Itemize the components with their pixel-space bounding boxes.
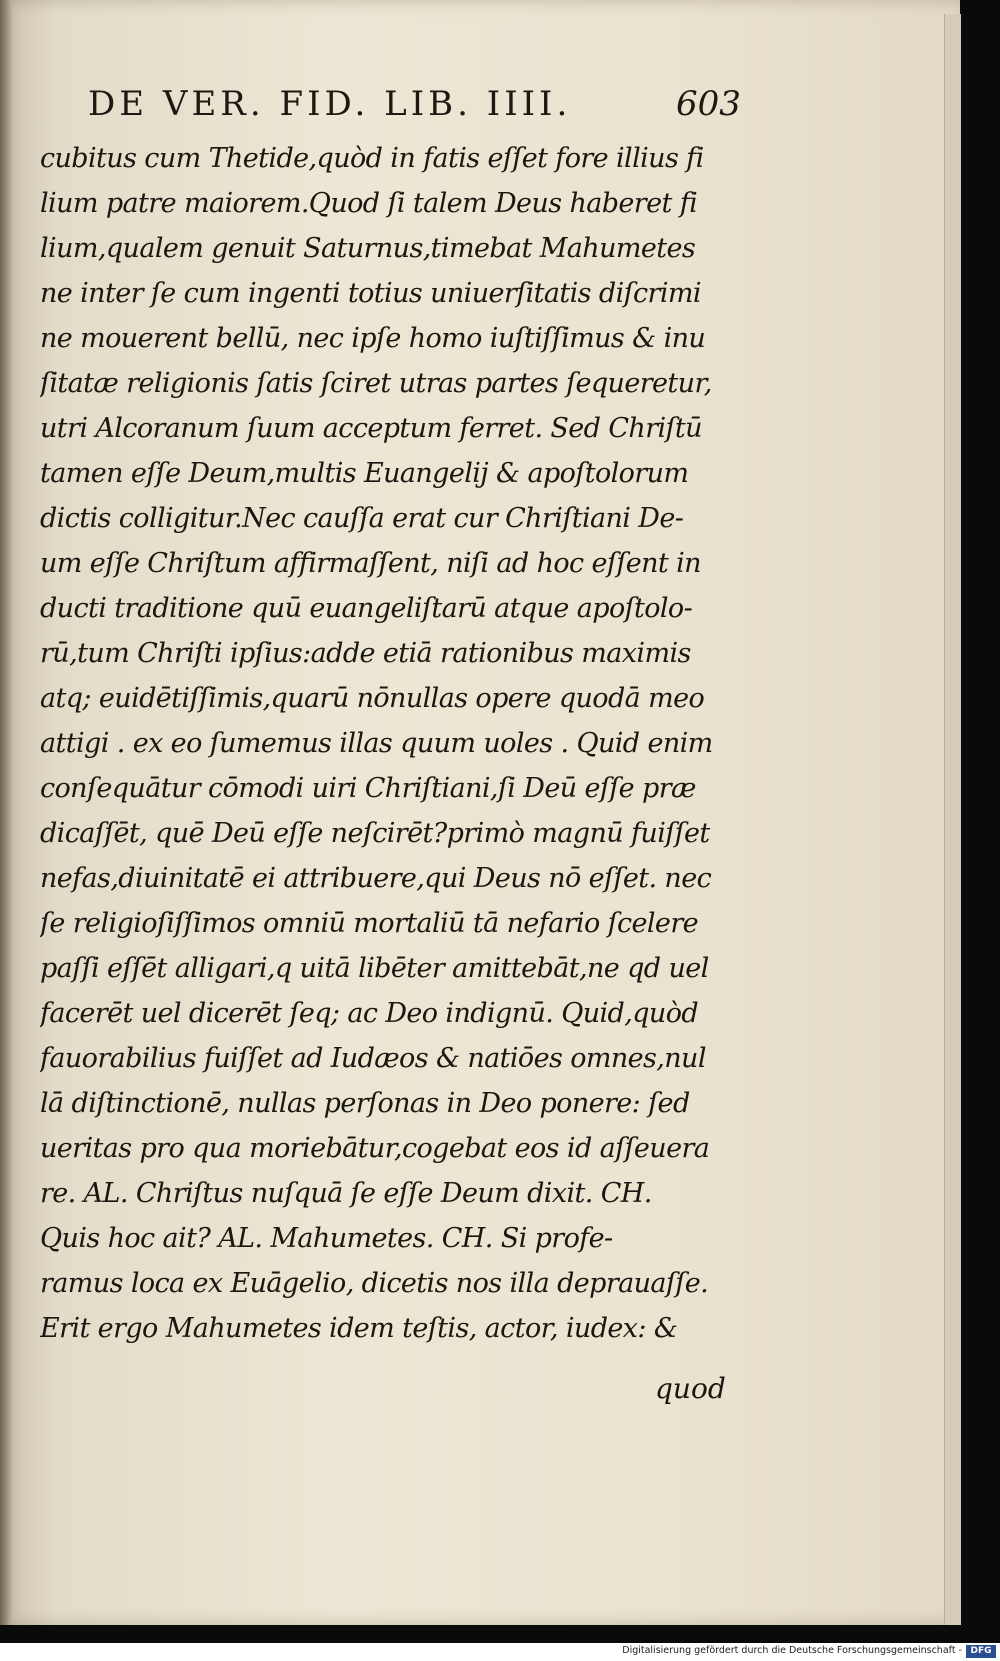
funding-credit: Digitalisierung gefördert durch die Deutsche Forschungsgemeinschaft -: [622, 1645, 962, 1656]
text-line: lā diſtinctionē, nullas perſonas in Deo ponere: ſed: [40, 1088, 690, 1119]
digitization-footer: [0, 1643, 1000, 1661]
text-line: cubitus cum Thetide,quòd in fatis eſſet fore illius fi: [40, 143, 704, 174]
page-header: [88, 84, 741, 140]
text-line: ne inter ſe cum ingenti totius uniuerſitatis diſcrimi: [40, 278, 701, 309]
text-line: Quis hoc ait? AL. Mahumetes. CH. Si profe-: [40, 1223, 613, 1254]
text-line: um eſſe Chriſtum affirmaſſent, niſi ad hoc eſſent in: [40, 548, 701, 579]
text-line: atq; euidētiſſimis,quarū nōnullas opere quodā meo: [40, 683, 705, 714]
text-line: fauorabilius fuiſſet ad Iudæos & natiōes omnes,nul: [40, 1043, 706, 1074]
catchword: quod: [655, 1372, 726, 1405]
text-line: lium patre maiorem.Quod ſi talem Deus haberet fi: [40, 188, 698, 219]
text-line: ueritas pro qua moriebātur,cogebat eos id aſſeuera: [40, 1133, 710, 1164]
page-number: 603: [676, 84, 741, 124]
text-line: conſequātur cōmodi uiri Chriſtiani,ſi Deū eſſe præ: [40, 773, 696, 804]
text-line: lium,qualem genuit Saturnus,timebat Mahumetes: [40, 233, 696, 264]
text-line: tamen eſſe Deum,multis Euangelij & apoſtolorum: [40, 458, 689, 489]
text-line: dicaſſēt, quē Deū eſſe neſcirēt?primò magnū fuiſſet: [40, 818, 710, 849]
text-line: ſe religioſiſſimos omniū mortaliū tā nefario ſcelere: [40, 908, 698, 939]
text-block: [40, 136, 740, 1351]
text-line: rū,tum Chriſti ipſius:adde etiā rationibus maximis: [40, 638, 691, 669]
text-line: ne mouerent bellū, nec ipſe homo iuſtiſſimus & inu: [40, 323, 706, 354]
text-line: paſſi eſſēt alligari,q uitā libēter amittebāt,ne qd uel: [40, 953, 709, 984]
dfg-logo: DFG: [966, 1645, 996, 1658]
text-line: attigi . ex eo ſumemus illas quum uoles . Quid enim: [40, 728, 713, 759]
text-line: ramus loca ex Euāgelio, dicetis nos illa deprauaſſe.: [40, 1268, 709, 1299]
page-edge: [944, 14, 961, 1625]
text-line: utri Alcoranum ſuum acceptum ferret. Sed Chriſtū: [40, 413, 702, 444]
text-line: ſitatæ religionis ſatis ſciret utras partes ſequeretur,: [40, 368, 712, 399]
text-line: dictis colligitur.Nec cauſſa erat cur Chriſtiani De-: [40, 503, 684, 534]
text-line: ducti traditione quū euangeliſtarū atque apoſtolo-: [40, 593, 693, 624]
text-line: facerēt uel dicerēt ſeq; ac Deo indignū. Quid,quòd: [40, 998, 699, 1029]
text-line: nefas,diuinitatē ei attribuere,qui Deus nō eſſet. nec: [40, 863, 712, 894]
running-head: DE VER. FID. LIB. IIII.: [88, 84, 572, 124]
text-line: re. AL. Chriſtus nuſquā ſe eſſe Deum dixit. CH.: [40, 1178, 652, 1209]
text-line: Erit ergo Mahumetes idem teſtis, actor, iudex: &: [40, 1313, 678, 1344]
page-gutter-shadow: [0, 0, 12, 1625]
